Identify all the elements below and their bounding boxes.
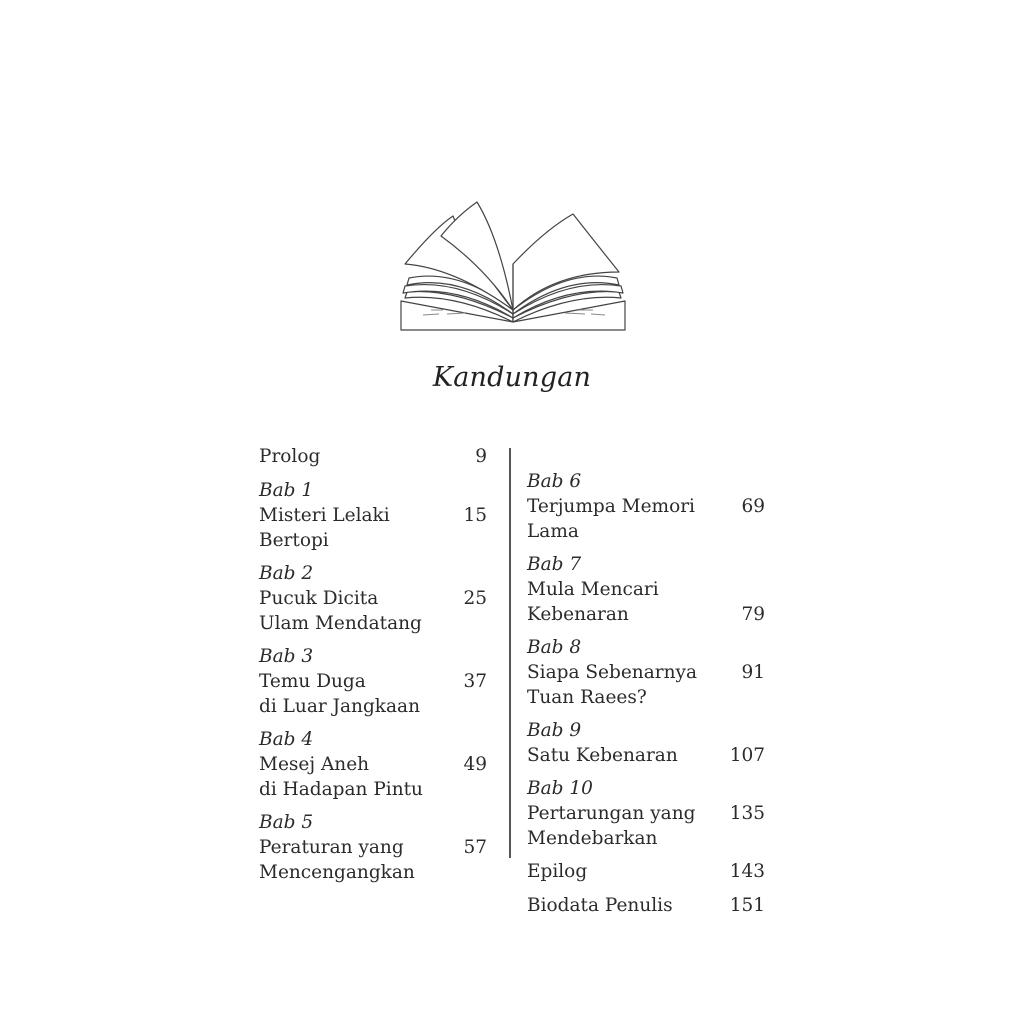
toc-entry [259,644,487,719]
chapter-label: Bab 5 [259,812,314,833]
page-number: 25 [463,588,487,609]
chapter-title-line: Mesej Aneh [259,754,370,775]
chapter-label: Bab 3 [259,646,314,667]
chapter-title-line: Peraturan yang [259,837,404,858]
chapter-title-line: Tuan Raees? [527,687,647,708]
page-number: 9 [475,446,487,467]
chapter-label: Bab 6 [527,471,582,492]
toc-entry [527,469,765,544]
chapter-label: Bab 4 [259,729,314,750]
page-number: 57 [463,837,487,858]
chapter-title-line: Satu Kebenaran [527,745,678,766]
page-number: 69 [741,496,765,517]
chapter-title-line: Misteri Lelaki Bertopi [259,505,390,551]
toc-entry [527,635,765,710]
toc-left-column [259,444,487,893]
toc-entry [527,718,765,768]
chapter-title-line: Lama [527,521,579,542]
toc-entry [527,552,765,627]
page-number: 79 [741,604,765,625]
page-number: 107 [729,745,765,766]
chapter-title-line: di Luar Jangkaan [259,696,420,717]
chapter-title-line: Mencengangkan [259,862,415,883]
chapter-title-line: Epilog [527,861,588,882]
page-title: Kandungan [432,362,592,393]
page-number: 135 [729,803,765,824]
chapter-title-line: Pertarungan yang [527,803,696,824]
toc-entry [259,444,487,469]
chapter-title-line: Mula Mencari [527,579,659,600]
column-divider [509,448,511,858]
chapter-title-line: Terjumpa Memori [527,496,695,517]
chapter-title-line: Siapa Sebenarnya [527,662,697,683]
chapter-title-line: Biodata Penulis [527,895,673,916]
chapter-title-line: Pucuk Dicita [259,588,379,609]
chapter-label: Bab 2 [259,563,314,584]
toc-entry [527,893,765,918]
chapter-title-line: Kebenaran [527,604,629,625]
toc-entry [259,810,487,885]
toc-right-column [527,469,765,927]
chapter-title-line: di Hadapan Pintu [259,779,423,800]
chapter-label: Bab 7 [527,554,582,575]
chapter-label: Bab 1 [259,480,314,501]
chapter-title-line: Ulam Mendatang [259,613,422,634]
page-number: 91 [741,662,765,683]
chapter-label: Bab 10 [527,778,593,799]
chapter-title-line: Temu Duga [259,671,366,692]
chapter-title-line: Mendebarkan [527,828,658,849]
toc-entry [259,561,487,636]
chapter-label: Bab 9 [527,720,582,741]
page-number: 37 [463,671,487,692]
chapter-title-line: Prolog [259,446,321,467]
page-number: 49 [463,754,487,775]
chapter-label: Bab 8 [527,637,582,658]
page-number: 15 [463,505,487,526]
page-number: 143 [729,861,765,882]
toc-entry [527,859,765,884]
toc-entry [259,478,487,553]
page-number: 151 [729,895,765,916]
open-book-icon [395,198,631,336]
toc-entry [527,776,765,851]
toc-entry [259,727,487,802]
